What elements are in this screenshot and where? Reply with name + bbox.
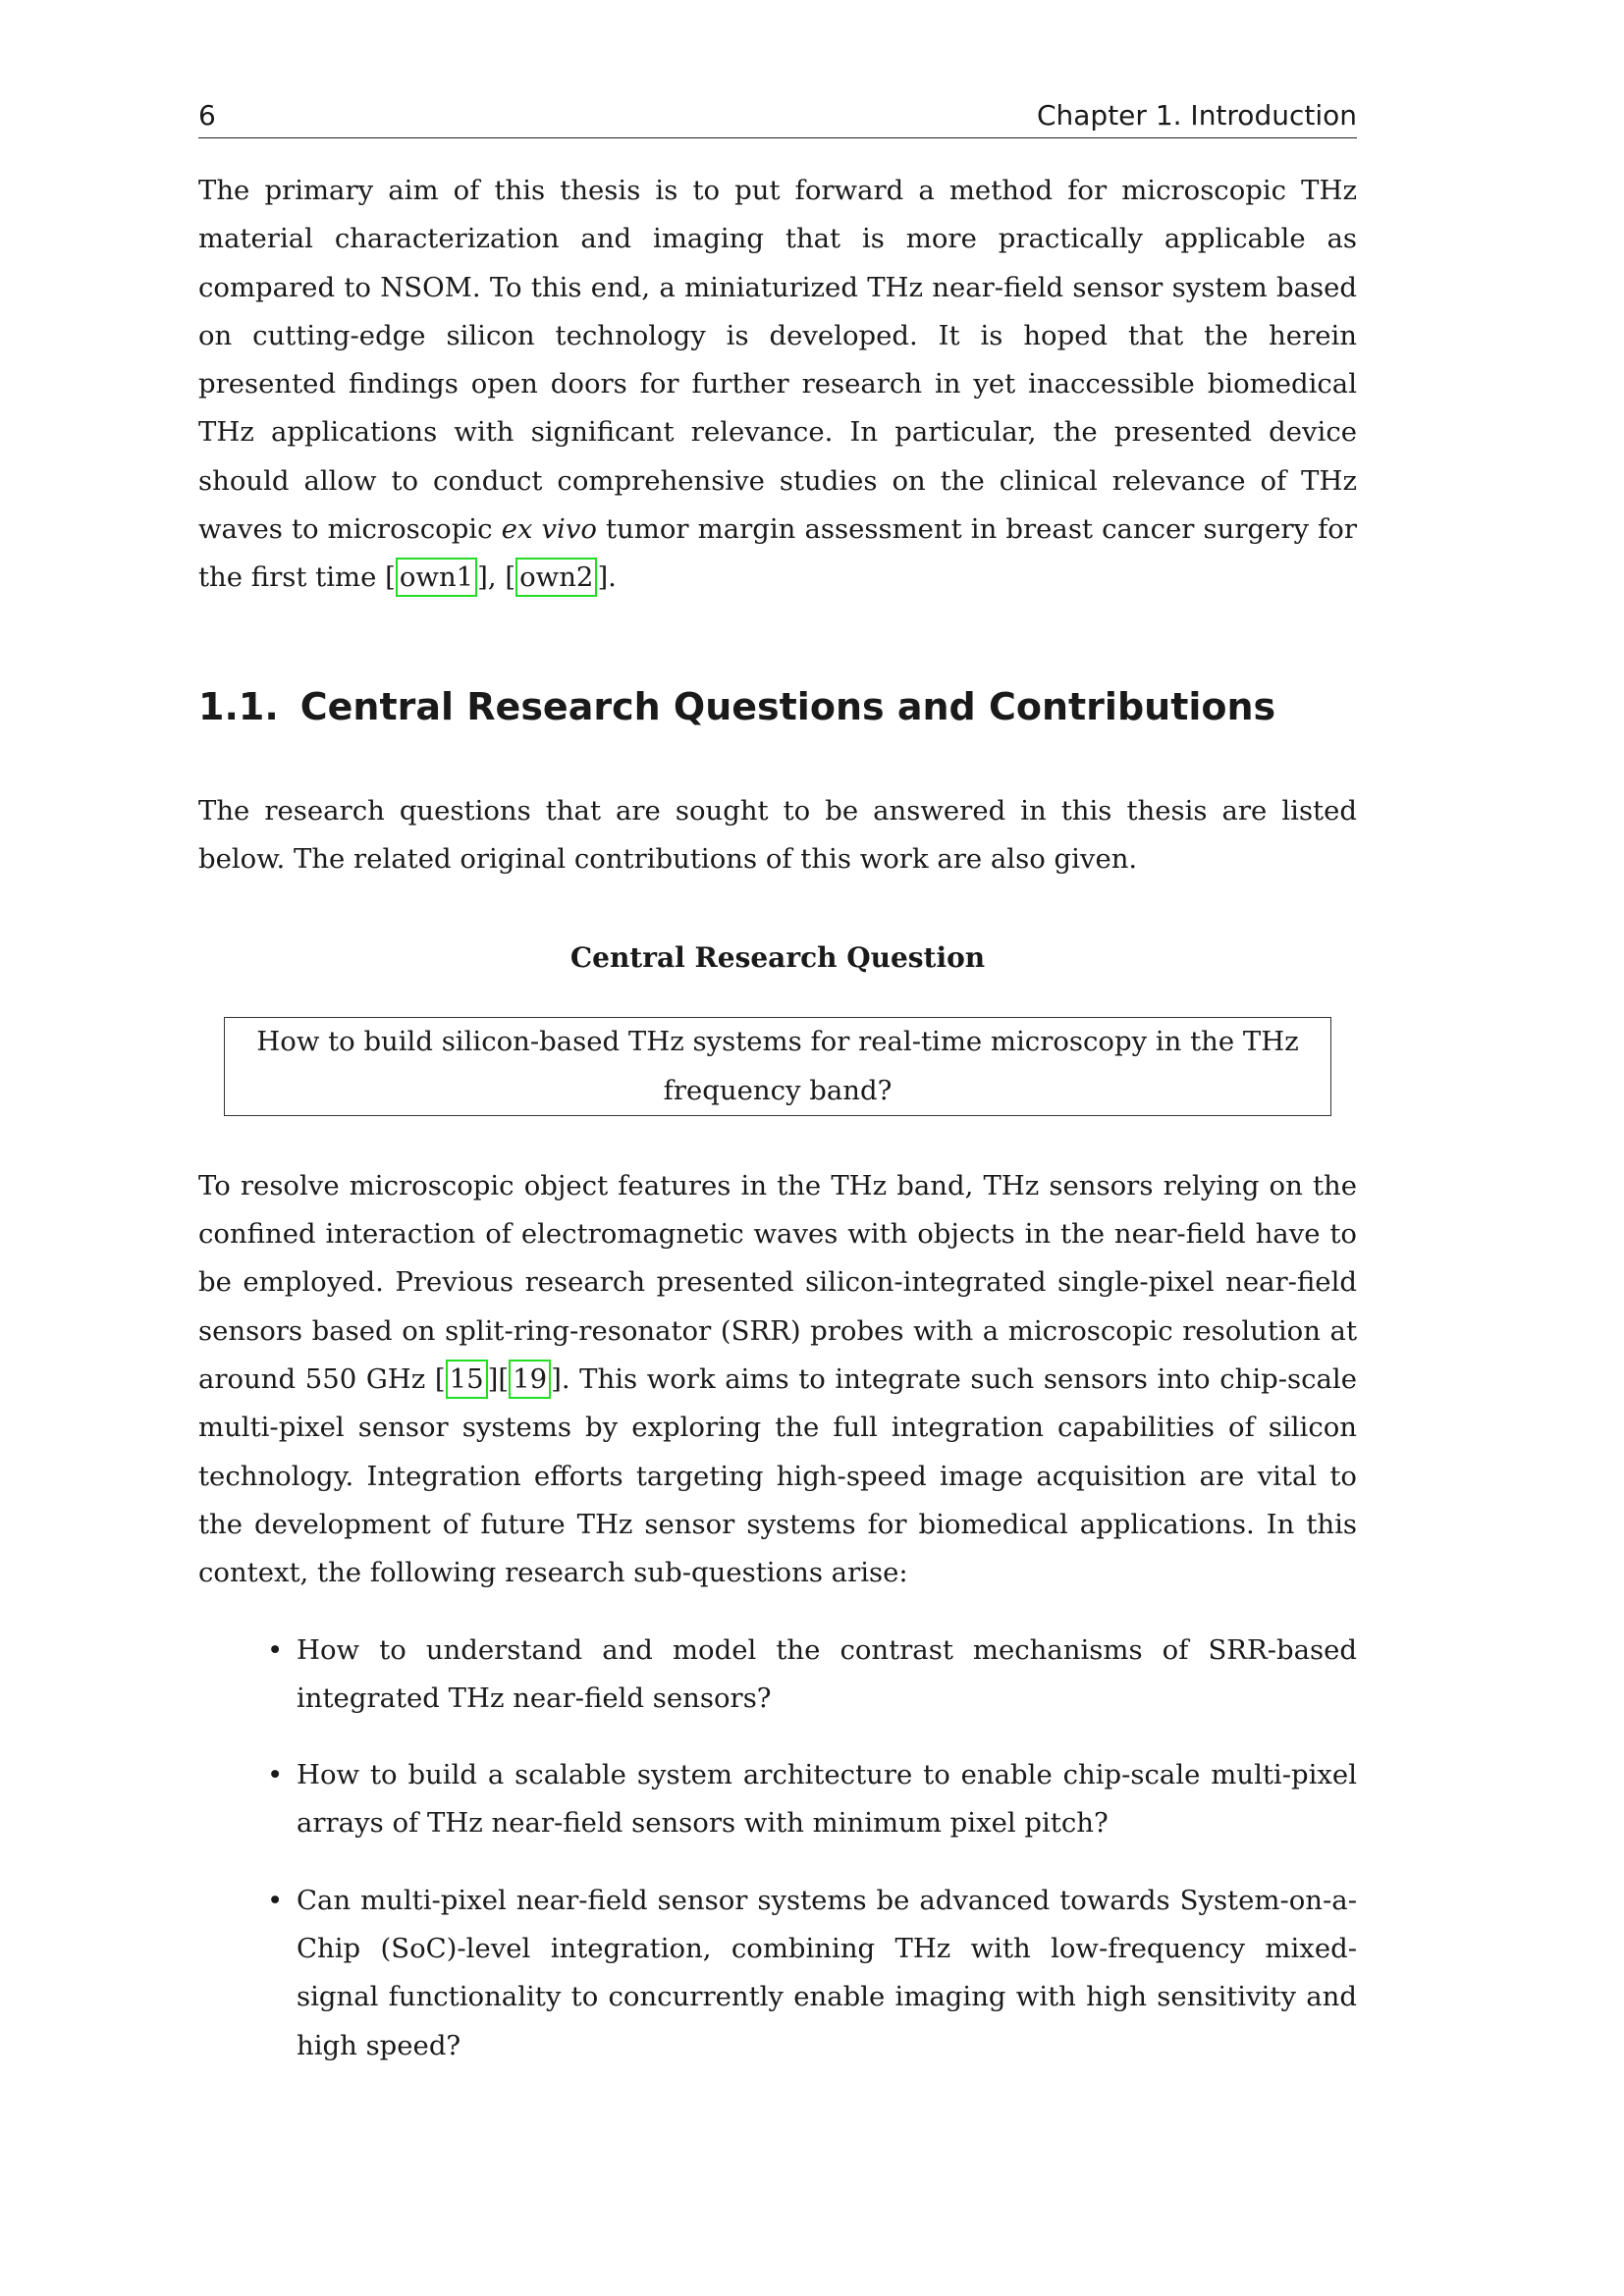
- document-page: [198, 98, 1357, 2070]
- citation-link-own2[interactable]: own2: [515, 558, 597, 597]
- section-heading: [198, 683, 1357, 730]
- intro-paragraph: The primary aim of this thesis is to put forward a method for microscopic THz material characterization and imaging that is more practically applicable as compared to NSOM. To this end, a miniaturized THz near-field sensor system based on cutting-edge silicon technology is developed. It is hoped that the herein presented findings open doors for further research in yet inaccessible biomedical THz applications with significant relevance. In particular, the presented device should allow to conduct comprehensive studies on the clinical relevance of THz waves to microscopic ex vivo tumor margin assessment in breast cancer surgery for the first time [ own1 ], [ own2 ].: [198, 167, 1357, 603]
- bullet-icon: •: [267, 1884, 284, 1916]
- list-item: • How to build a scalable system architecture to enable chip-scale multi-pixel arrays of THz near-field sensors with minimum pixel pitch?: [198, 1751, 1357, 1848]
- central-question-text: How to build silicon-based THz systems for real-time microscopy in the THz frequency band?: [256, 1026, 1299, 1106]
- chapter-title: Chapter 1. Introduction: [1036, 99, 1357, 132]
- list-item: • Can multi-pixel near-field sensor systems be advanced towards System-on-a-Chip (SoC)-level integration, combining THz with low-frequency mixed-signal functionality to concurrently enable imaging with high sensitivity and high speed?: [198, 1877, 1357, 2070]
- central-question-heading: Central Research Question: [569, 941, 986, 975]
- citation-link-19[interactable]: 19: [509, 1360, 551, 1399]
- page-number: 6: [198, 99, 216, 132]
- citation-link-own1[interactable]: own1: [396, 558, 477, 597]
- list-item: • How to understand and model the contrast mechanisms of SRR-based integrated THz near-field sensors?: [198, 1627, 1357, 1724]
- citation-link-15[interactable]: 15: [446, 1360, 488, 1399]
- section-number: 1.1.: [198, 684, 279, 728]
- central-question-box: [224, 1017, 1331, 1116]
- section-intro-paragraph: The research questions that are sought to be answered in this thesis are listed below. The related original contributions of this work are also given.: [198, 794, 1357, 875]
- italic-phrase: ex vivo: [501, 513, 597, 546]
- running-header: [198, 98, 1357, 138]
- section-title-text: Central Research Questions and Contributions: [299, 684, 1276, 728]
- bullet-icon: •: [267, 1759, 284, 1791]
- body-paragraph: To resolve microscopic object features in the THz band, THz sensors relying on the confined interaction of electromagnetic waves with objects in the near-field have to be employed. Previous research presented silicon-integrated single-pixel near-field sensors based on split-ring-resonator (SRR) probes with a microscopic resolution at around 550 GHz [ 15 ][ 19 ]. This work aims to integrate such sensors into chip-scale multi-pixel sensor systems by exploring the full integration capabilities of silicon technology. Integration efforts targeting high-speed image acquisition are vital to the development of future THz sensor systems for biomedical applications. In this context, the following research sub-questions arise:: [198, 1169, 1357, 1589]
- bullet-icon: •: [267, 1633, 284, 1666]
- sub-question-list: [198, 1627, 1357, 2070]
